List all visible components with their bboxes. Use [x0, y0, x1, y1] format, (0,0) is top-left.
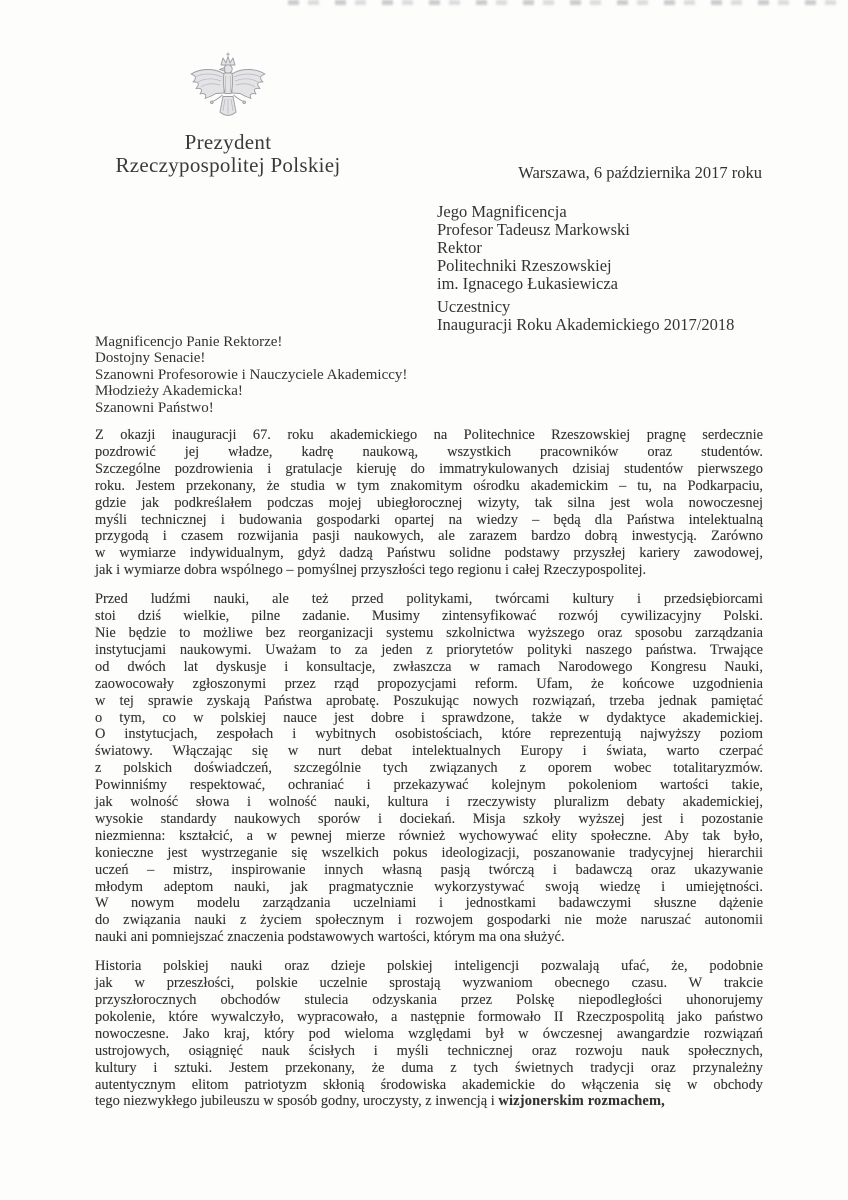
- letterhead: [78, 52, 378, 177]
- text-line: Młodzieży Akademicka!: [95, 383, 243, 400]
- salutation-block: [95, 334, 407, 416]
- paragraph-line: Szczególne pozdrowienia i gratulacje kieruję do immatrykulowanych dzisiaj studentów pierwszego: [95, 460, 763, 477]
- paragraph-line: przyszłorocznych obchodów stulecia odzyskania przez Polskę niepodległości uhonorujemy: [95, 992, 763, 1008]
- paragraph-line: wysokie standardy naukowych sporów i dociekań. Misja szkoły wyższej jest i pozostanie: [95, 810, 763, 827]
- paragraph-line: Powinniśmy respektować, ochraniać i przekazywać kolejnym pokoleniom wartości takie,: [95, 777, 763, 794]
- text-line: Politechniki Rzeszowskiej: [437, 256, 612, 275]
- paragraph-line: instytucjami naukowymi. Uważam to za jeden z priorytetów polityki naszego państwa. Trwające: [95, 641, 763, 658]
- paragraph-line: myśli technicznej i budowania gospodarki opartej na wiedzy – będą dla Państwa intelektualną: [95, 511, 763, 528]
- paragraph-line: Z okazji inauguracji 67. roku akademickiego na Politechnice Rzeszowskiej pragnę serdecznie: [95, 427, 763, 443]
- bold-tail-text: wizjonerskim rozmachem,: [498, 1093, 665, 1110]
- paragraph-line: roku. Jestem przekonany, że studia w tym znakomitym ośrodku akademickim – tu, na Podkarpaciu,: [95, 477, 763, 494]
- paragraph-line: do związania nauki z życiem społecznym i rozwojem gospodarki nie może naruszać autonomii: [95, 912, 763, 929]
- paragraph-line: w tej sprawie zyskają Państwa aprobatę. Poszukując nowych rozwiązań, trzeba jednak pamiętać: [95, 692, 763, 709]
- paragraph-line: przygodą i czasem rozwijania pasji naukowych, ale zarazem bardzo dobrą inwestycją. Zarówno: [95, 528, 763, 545]
- letterhead-title-line1: Prezydent: [184, 130, 272, 154]
- text-line: Jego Magnificencja: [437, 202, 567, 221]
- paragraph-line: ustrojowych, osiągnięć nauk ścisłych i myśli technicznej oraz rozwoju nauk społecznych,: [95, 1042, 763, 1059]
- paragraph-line: światowy. Włączając się w nurt debat intelektualnych Europy i świata, warto czerpać: [95, 743, 763, 760]
- letter-body: [95, 427, 763, 1122]
- scan-artifact-band: [288, 0, 846, 5]
- recipient-block: [437, 203, 734, 334]
- paragraph-line: z polskich doświadczeń, szczególnie tych związanych z oporem wobec totalitaryzmów.: [95, 760, 763, 777]
- paragraph-line: zaowocowały zgłoszonymi przez rząd propozycjami reform. Ufam, że końcowe uzgodnienia: [95, 675, 763, 692]
- paragraph-line: uczeń – mistrz, inspirowanie innych własną pasją twórczą i badawczą oraz ukazywanie: [95, 861, 763, 878]
- recipient-address: [437, 203, 734, 293]
- text-line: Uczestnicy: [437, 297, 511, 316]
- letterhead-title-line2: Rzeczypospolitej Polskiej: [115, 153, 341, 177]
- text-line: im. Ignacego Łukasiewicza: [437, 274, 618, 293]
- paragraph-3: [95, 958, 763, 1110]
- recipient-participants: [437, 298, 734, 334]
- paragraph-line: od dwóch lat dyskusje i konsultacje, zwłaszcza w ramach Narodowego Kongresu Nauki,: [95, 658, 763, 675]
- paragraph-line: stoi dziś wielkie, pilne zadanie. Musimy zintensyfikować rozwój cywilizacyjny Polski.: [95, 608, 763, 625]
- polish-eagle-icon: [184, 52, 272, 124]
- paragraph-line: autentycznym elitom patriotyzm skłonią środowiska akademickie do włączenia się w obchody: [95, 1076, 763, 1093]
- text-line: Dostojny Senacie!: [95, 350, 206, 367]
- paragraph-line: jak i wymiarze dobra wspólnego – pomyślnej przyszłości tego regionu i całej Rzeczypospolitej.: [95, 562, 647, 579]
- paragraph-line: tego niezwykłego jubileuszu w sposób godny, uroczysty, z inwencją i wizjonerskim rozmachem,: [95, 1093, 665, 1110]
- paragraph-line: O instytucjach, zespołach i wybitnych osobistościach, które reprezentują najwyższy poziom: [95, 726, 763, 743]
- paragraph-line: nowoczesne. Jako kraj, który pod wieloma względami był w ówczesnej awangardzie rozwiązań: [95, 1025, 763, 1042]
- text-line: Szanowni Państwo!: [95, 399, 214, 416]
- date-line: Warszawa, 6 października 2017 roku: [518, 163, 762, 182]
- text-line: Profesor Tadeusz Markowski: [437, 220, 630, 239]
- paragraph-line: jak wolność słowa i wolność nauki, kultura i rzeczywisty pluralizm debaty akademickiej,: [95, 794, 763, 811]
- paragraph-line: Przed ludźmi nauki, ale też przed politykami, twórcami kultury i przedsiębiorcami: [95, 591, 763, 608]
- paragraph-line: w wymiarze indywidualnym, gdyż dadzą Państwu solidne podstawy przyszłej kariery zawodowej,: [95, 545, 763, 562]
- paragraph-line: Historia polskiej nauki oraz dzieje polskiej inteligencji pozwalają ufać, że, podobnie: [95, 958, 763, 975]
- paragraph-line: konieczne jest wystrzeganie się wszelkich pokus ideologizacji, poszanowanie tradycyjnej hierarchii: [95, 844, 763, 861]
- paragraph-line: jak w przeszłości, polskie uczelnie sprostają wyzwaniom obecnego czasu. W trakcie: [95, 975, 763, 992]
- paragraph-line: W nowym modelu zarządzania uczelniami i jednostkami badawczymi słuszne dążenie: [95, 895, 763, 912]
- paragraph-line: pokolenie, które wywalczyło, wypracowało, a następnie formowało II Rzeczpospolitą jako państwo: [95, 1008, 763, 1025]
- text-line: Szanowni Profesorowie i Nauczyciele Akademiccy!: [95, 366, 408, 383]
- paragraph-line: o tym, co w polskiej nauce jest dobre i sprawdzone, także w dydaktyce akademickiej.: [95, 709, 763, 726]
- paragraph-line: gdzie jak podkreślałem podczas mojej ubiegłorocznej wizyty, tak silna jest wola nowoczesnej: [95, 494, 763, 511]
- text-line: Rektor: [437, 238, 482, 257]
- paragraph-line: pozdrowić jej władze, kadrę naukową, wszystkich pracowników oraz studentów.: [95, 443, 763, 460]
- paragraph-2: [95, 591, 763, 946]
- paragraph-line: niezmienna: kształcić, a w pewnej mierze również wychowywać elity społeczne. Aby tak było,: [95, 827, 763, 844]
- paragraph-line: nauki ani pomniejszać znaczenia podstawowych wartości, którym ma ona służyć.: [95, 929, 565, 946]
- text-line: Inauguracji Roku Akademickiego 2017/2018: [437, 315, 735, 334]
- paragraph-1: [95, 427, 763, 579]
- paragraph-line: Nie będzie to możliwe bez reorganizacji systemu szkolnictwa wyższego oraz sposobu zarządzania: [95, 624, 763, 641]
- paragraph-line: młodym adeptom nauki, jak pragmatycznie wykorzystywać swoją wiedzę i umiejętności.: [95, 878, 763, 895]
- paragraph-line: kultury i sztuki. Jestem przekonany, że duma z tych świetnych tradycji oraz przynależny: [95, 1059, 763, 1076]
- text-line: Magnificencjo Panie Rektorze!: [95, 334, 283, 350]
